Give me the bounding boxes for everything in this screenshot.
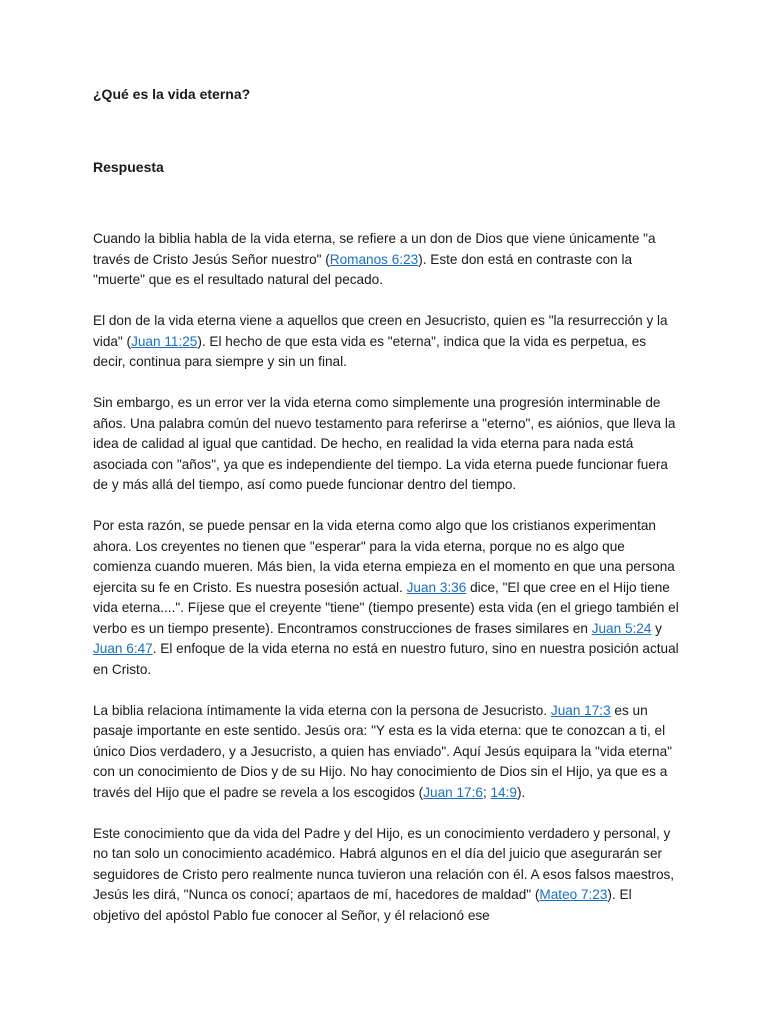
paragraph-text: ). El objetivo del apóstol Pablo fue conocer al Señor, y él relacionó ese <box>93 887 632 923</box>
paragraph <box>93 824 679 927</box>
scripture-link[interactable]: 14:9 <box>490 784 517 800</box>
scripture-link[interactable]: Romanos 6:23 <box>329 251 419 267</box>
paragraph-text: Este conocimiento que da vida del Padre y del Hijo, es un conocimiento verdadero y personal, y no tan solo un conocimiento académico. Habrá algunos en el día del juicio que asegurarán ser seguidores de Cristo pero realmente nunca tuvieron una relación con él. A esos falsos maestros, Jesús les dirá, "Nunca os conocí; apartaos de mí, hacedores de maldad" ( <box>93 825 675 902</box>
page-subtitle: Respuesta <box>93 159 164 175</box>
scripture-link[interactable]: Juan 5:24 <box>591 620 652 636</box>
paragraph <box>93 393 679 496</box>
paragraph-text: Sin embargo, es un error ver la vida eterna como simplemente una progresión interminable de años. Una palabra común del nuevo testamento para referirse a "eterno", es aiónios, que lleva la idea de calidad al igual que cantidad. De hecho, en realidad la vida eterna para nada está asociada con "años", ya que es independiente del tiempo. La vida eterna puede funcionar fuera de y más allá del tiempo, así como puede funcionar dentro del tiempo. <box>93 395 676 492</box>
paragraph-text: Cuando la biblia habla de la vida eterna, se refiere a un don de Dios que viene únicamente "a través de Cristo Jesús Señor nuestro" ( <box>93 231 656 267</box>
paragraph <box>93 701 679 804</box>
paragraph-text: y <box>651 620 662 636</box>
scripture-link[interactable]: Mateo 7:23 <box>539 887 608 902</box>
scripture-link[interactable]: Juan 17:6 <box>423 784 483 800</box>
paragraph-text: El don de la vida eterna viene a aquellos que creen en Jesucristo, quien es "la resurrección y la vida" ( <box>93 313 668 349</box>
paragraph-text: dice, "El que cree en el Hijo tiene vida eterna....". Fíjese que el creyente "tiene" (tiempo presente) esta vida (en el griego también el verbo es un tiempo presente). Encontramos construcciones de frases similares en <box>93 579 679 636</box>
paragraph-text: Por esta razón, se puede pensar en la vida eterna como algo que los cristianos experimentan ahora. Los creyentes no tienen que "esperar" para la vida eterna, porque no es algo que comienza cuando mueren. Más bien, la vida eterna empieza en el momento en que una persona ejercita su fe en Cristo. Es nuestra posesión actual. <box>93 518 675 595</box>
paragraph <box>93 516 679 680</box>
paragraph-text: ; <box>482 784 491 800</box>
paragraph-text: es un pasaje importante en este sentido. Jesús ora: "Y esta es la vida eterna: que te conozcan a ti, el único Dios verdadero, y a Jesucristo, a quien has enviado". Aquí Jesús equipara la "vida eterna" con un conocimiento de Dios y de su Hijo. No hay conocimiento de Dios sin el Hijo, ya que es a través del Hijo que el padre se revela a los escogidos ( <box>93 702 672 800</box>
scripture-link[interactable]: Juan 3:36 <box>406 579 467 595</box>
paragraph-text: . El enfoque de la vida eterna no está en nuestro futuro, sino en nuestra posición actual en Cristo. <box>93 641 679 677</box>
paragraph-text: ). Este don está en contraste con la "muerte" que es el resultado natural del pecado. <box>93 251 633 287</box>
scripture-link[interactable]: Juan 6:47 <box>93 641 153 656</box>
paragraph-text: ). El hecho de que esta vida es "eterna", indica que la vida es perpetua, es decir, continua para siempre y sin un final. <box>93 333 647 369</box>
paragraph <box>93 311 679 373</box>
paragraph-text: La biblia relaciona íntimamente la vida eterna con la persona de Jesucristo. <box>93 702 551 718</box>
article-body <box>93 229 679 947</box>
paragraph <box>93 229 679 291</box>
scripture-link[interactable]: Juan 17:3 <box>550 702 611 718</box>
paragraph-text: ). <box>516 784 526 800</box>
page-title: ¿Qué es la vida eterna? <box>93 86 251 102</box>
scripture-link[interactable]: Juan 11:25 <box>131 333 198 349</box>
